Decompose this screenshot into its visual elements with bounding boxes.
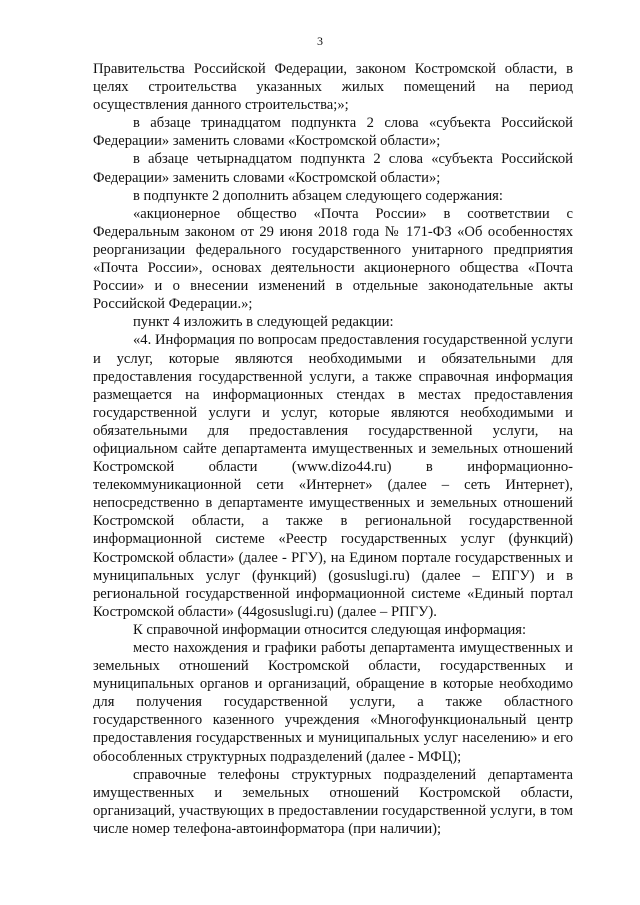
paragraph-8: К справочной информации относится следующая информация: (133, 621, 527, 638)
paragraph-7: «4. Информация по вопросам предоставления государственной услуги и услуг, которые являются необходимыми и обязательными для предоставления государственной услуги, а также справочная информация размещается на информационных стендах в местах предоставления государственной услуги и услуг, которые являются необходимыми и обязательными для предоставления государственной услуги, на официальном сайте департамента имущественных и земельных отношений Костромской области (www.dizo44.ru) в информационно-телекоммуникационной сети «Интернет» (далее – сеть Интернет), непосредственно в департаменте имущественных и земельных отношений Костромской области, а также в региональной государственной информационной системе «Реестр государственных услуг (функций) Костромской области» (далее - РГУ), на Едином портале государственных и муниципальных услуг (функций) (gosuslugi.ru) (далее – ЕПГУ) и в региональной государственной информационной системе «Единый портал Костромской области» (44gosuslugi.ru) (далее – РПГУ). (93, 332, 573, 620)
paragraph-3: в абзаце четырнадцатом подпункта 2 слова «субъекта Российской Федерации» заменить словами «Костромской области»; (93, 151, 573, 186)
paragraph-2: в абзаце тринадцатом подпункта 2 слова «субъекта Российской Федерации» заменить словами «Костромской области»; (93, 115, 573, 150)
paragraph-4: в подпункте 2 дополнить абзацем следующего содержания: (133, 187, 503, 204)
paragraph-10: справочные телефоны структурных подразделений департамента имущественных и земельных отношений Костромской области, организаций, участвующих в предоставлении государственной услуги, в том числе номер телефона-автоинформатора (при наличии); (93, 766, 573, 837)
page-number: 3 (317, 34, 323, 48)
paragraph-9: место нахождения и графики работы департамента имущественных и земельных отношений Костромской области, государственных и муниципальных органов и организаций, обращение в которые необходимо для получения государственной услуги, а также областного государственного казенного учреждения «Многофункциональный центр предоставления государственных и муниципальных услуг населению» и его обособленных структурных подразделений (далее - МФЦ); (93, 640, 573, 765)
document-body (93, 60, 573, 838)
paragraph-5: «акционерное общество «Почта России» в соответствии с Федеральным законом от 29 июня 2018 года № 171-ФЗ «Об особенностях реорганизации федерального государственного унитарного предприятия «Почта России», основах деятельности акционерного общества «Почта России» и о внесении изменений в отдельные законодательные акты Российской Федерации.»; (93, 205, 573, 313)
paragraph-1: Правительства Российской Федерации, законом Костромской области, в целях строительства указанных жилых помещений на период осуществления данного строительства;»; (93, 61, 573, 114)
paragraph-6: пункт 4 изложить в следующей редакции: (133, 314, 394, 331)
